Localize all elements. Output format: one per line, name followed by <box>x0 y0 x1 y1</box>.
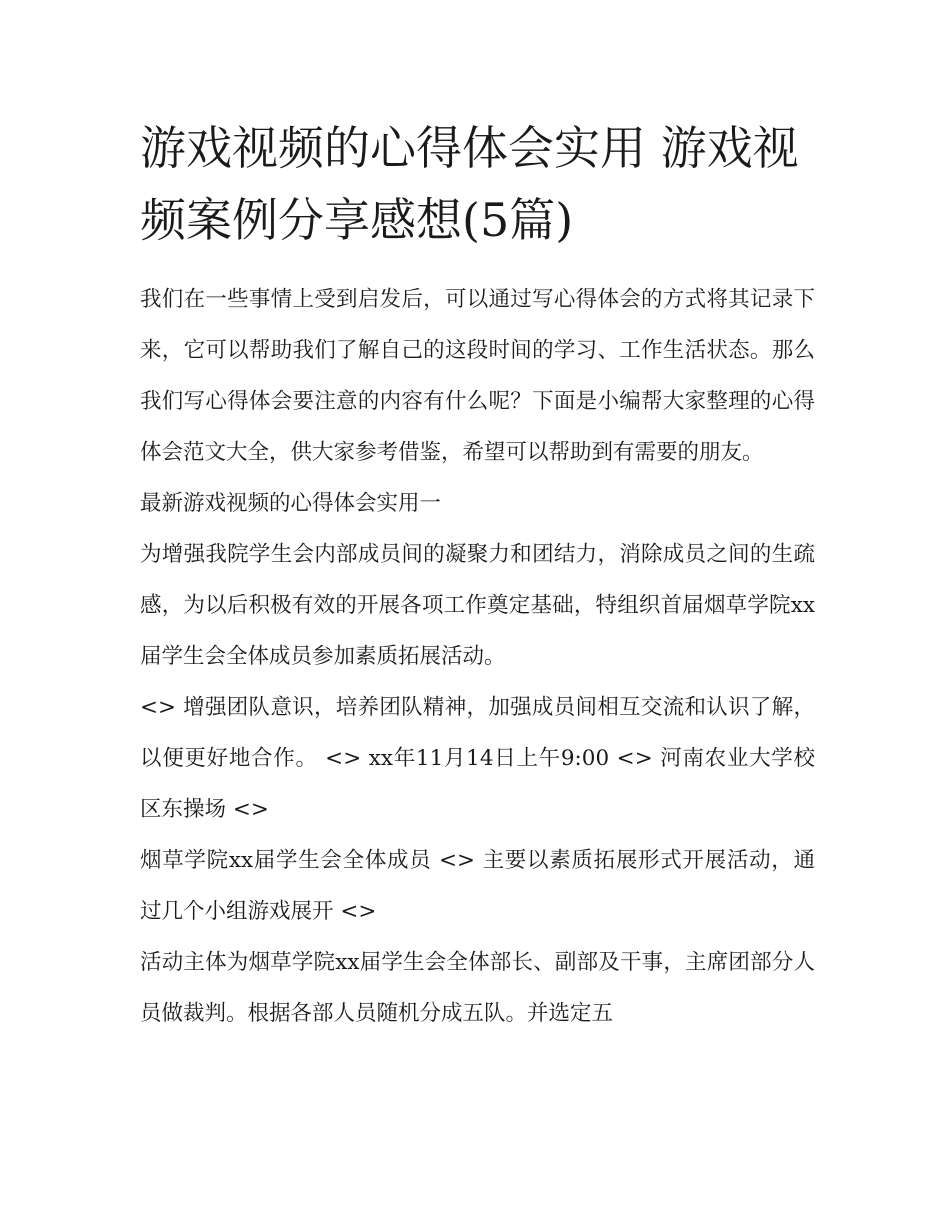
document-body <box>140 112 815 1039</box>
body-paragraph: 烟草学院xx届学生会全体成员 <> 主要以素质拓展形式开展活动，通过几个小组游戏展开 <> <box>140 848 815 924</box>
body-paragraph: 为增强我院学生会内部成员间的凝聚力和团结力，消除成员之间的生疏感，为以后积极有效的开展各项工作奠定基础，特组织首届烟草学院xx届学生会全体成员参加素质拓展活动。 <box>140 542 815 669</box>
body-paragraph: <> 增强团队意识，培养团队精神，加强成员间相互交流和认识了解，以便更好地合作。 <> xx年11月14日上午9:00 <> 河南农业大学校区东操场 <> <box>140 695 815 822</box>
intro-paragraph: 我们在一些事情上受到启发后，可以通过写心得体会的方式将其记录下来，它可以帮助我们了解自己的这段时间的学习、工作生活状态。那么我们写心得体会要注意的内容有什么呢？下面是小编帮大家整理的心得体会范文大全，供大家参考借鉴，希望可以帮助到有需要的朋友。 <box>140 287 815 465</box>
body-paragraph: 活动主体为烟草学院xx届学生会全体部长、副部及干事，主席团部分人员做裁判。根据各部人员随机分成五队。并选定五 <box>140 950 815 1026</box>
section-heading: 最新游戏视频的心得体会实用一 <box>140 491 442 516</box>
document-title: 游戏视频的心得体会实用 游戏视频案例分享感想(5篇) <box>140 121 799 247</box>
